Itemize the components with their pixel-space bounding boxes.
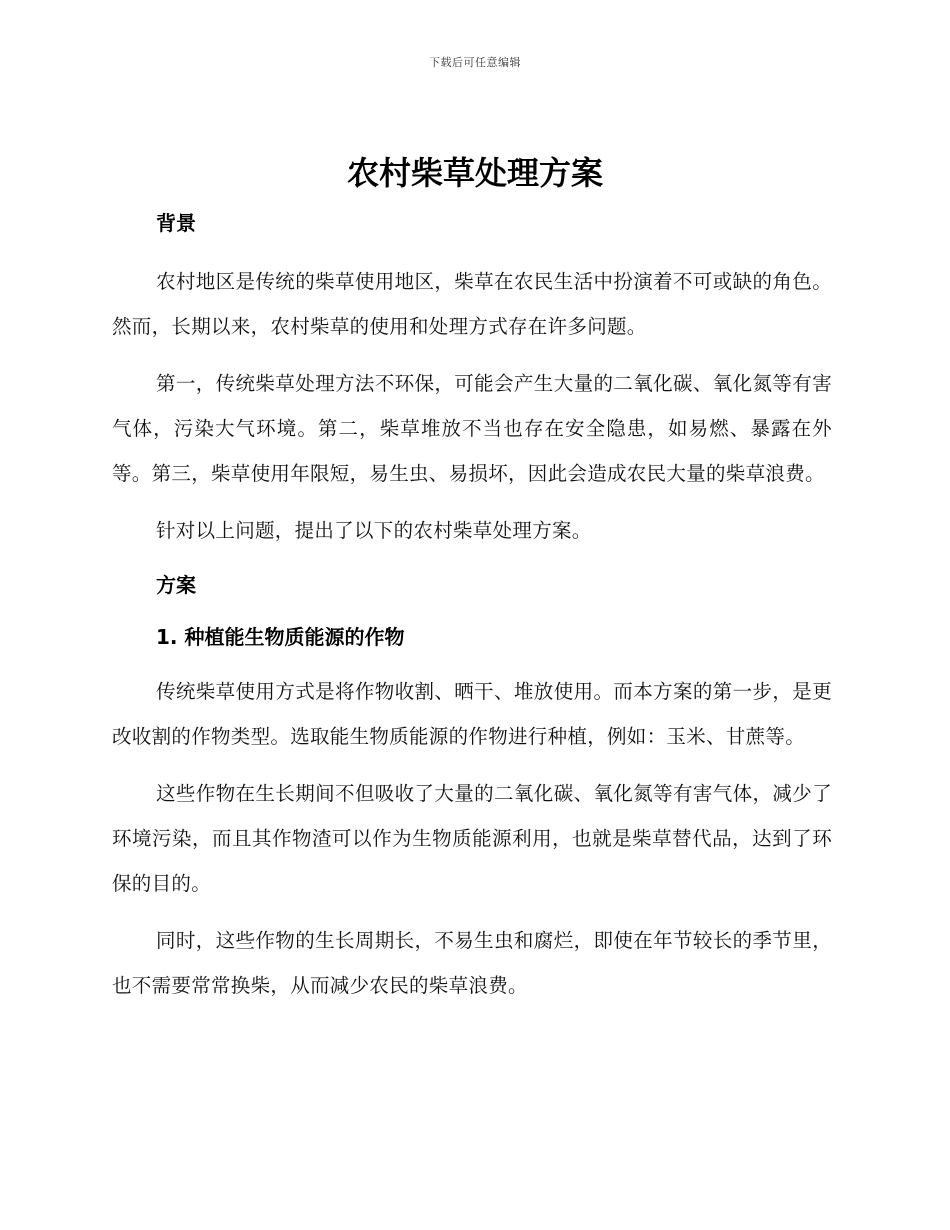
paragraph-background-1: 农村地区是传统的柴草使用地区，柴草在农民生活中扮演着不可或缺的角色。然而，长期以来，农村柴草的使用和处理方式存在许多问题。: [112, 270, 832, 338]
section-heading-plan: 方案: [156, 573, 196, 597]
document-title: 农村柴草处理方案: [346, 154, 603, 192]
section-heading-background: 背景: [156, 211, 196, 235]
document-body: [112, 203, 832, 1008]
paragraph-background-2: 第一，传统柴草处理方法不环保，可能会产生大量的二氧化碳、氧化氮等有害气体，污染大气环境。第二，柴草堆放不当也存在安全隐患，如易燃、暴露在外等。第三，柴草使用年限短，易生虫、易损坏，因此会造成农民大量的柴草浪费。: [112, 372, 832, 485]
header-note: 下载后可任意编辑: [429, 56, 521, 69]
subheading-plan-1: 1. 种植能生物质能源的作物: [156, 625, 405, 649]
paragraph-plan-1: 传统柴草使用方式是将作物收割、晒干、堆放使用。而本方案的第一步，是更改收割的作物类型。选取能生物质能源的作物进行种植，例如：玉米、甘蔗等。: [112, 680, 832, 748]
paragraph-plan-3: 同时，这些作物的生长周期长，不易生虫和腐烂，即使在年节较长的季节里，也不需要常常换柴，从而减少农民的柴草浪费。: [112, 929, 832, 997]
paragraph-plan-2: 这些作物在生长期间不但吸收了大量的二氧化碳、氧化氮等有害气体，减少了环境污染，而且其作物渣可以作为生物质能源利用，也就是柴草替代品，达到了环保的目的。: [112, 782, 832, 895]
paragraph-background-3: 针对以上问题，提出了以下的农村柴草处理方案。: [156, 519, 592, 542]
